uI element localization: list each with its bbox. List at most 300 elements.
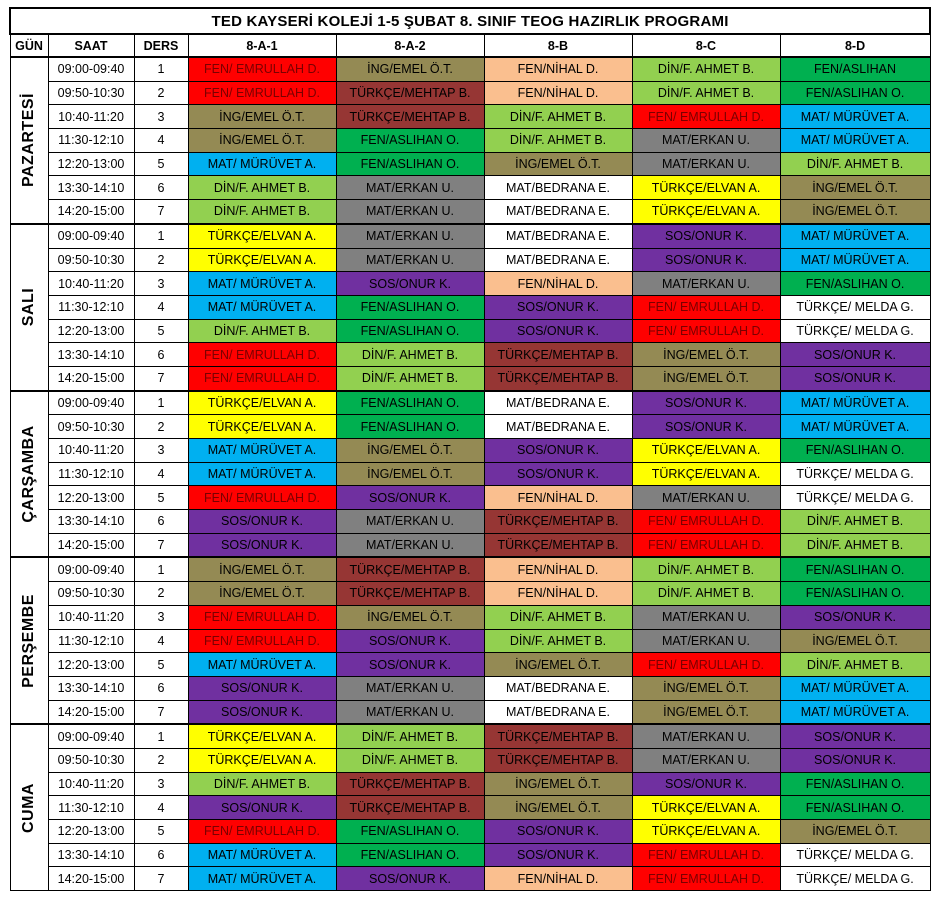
header-gun: GÜN bbox=[10, 34, 48, 57]
time-cell: 12:20-13:00 bbox=[48, 319, 134, 343]
lesson-cell: MAT/BEDRANA E. bbox=[484, 700, 632, 724]
lesson-cell: TÜRKÇE/MEHTAP B. bbox=[484, 533, 632, 557]
lesson-cell: FEN/ASLIHAN O. bbox=[780, 582, 930, 606]
lesson-cell: FEN/ASLIHAN O. bbox=[336, 415, 484, 439]
lesson-cell: MAT/ MÜRÜVET A. bbox=[188, 867, 336, 891]
lesson-cell: FEN/ASLIHAN O. bbox=[336, 295, 484, 319]
lesson-cell: TÜRKÇE/MEHTAP B. bbox=[484, 748, 632, 772]
lesson-cell: FEN/ EMRULLAH D. bbox=[632, 510, 780, 534]
lesson-cell: MAT/ERKAN U. bbox=[632, 152, 780, 176]
schedule-table bbox=[9, 7, 931, 891]
day-label: PAZARTESİ bbox=[20, 93, 37, 188]
time-cell: 13:30-14:10 bbox=[48, 510, 134, 534]
table-row bbox=[10, 129, 930, 153]
lesson-cell: DİN/F. AHMET B. bbox=[780, 533, 930, 557]
period-number-cell: 6 bbox=[134, 510, 188, 534]
table-row bbox=[10, 105, 930, 129]
time-cell: 11:30-12:10 bbox=[48, 295, 134, 319]
lesson-cell: TÜRKÇE/ELVAN A. bbox=[632, 796, 780, 820]
lesson-cell: MAT/ MÜRÜVET A. bbox=[780, 105, 930, 129]
lesson-cell: SOS/ONUR K. bbox=[188, 700, 336, 724]
lesson-cell: FEN/NİHAL D. bbox=[484, 867, 632, 891]
table-row bbox=[10, 224, 930, 248]
table-row bbox=[10, 462, 930, 486]
lesson-cell: DİN/F. AHMET B. bbox=[484, 605, 632, 629]
lesson-cell: DİN/F. AHMET B. bbox=[188, 772, 336, 796]
lesson-cell: MAT/BEDRANA E. bbox=[484, 248, 632, 272]
lesson-cell: İNG/EMEL Ö.T. bbox=[632, 700, 780, 724]
period-number-cell: 1 bbox=[134, 57, 188, 81]
lesson-cell: FEN/NİHAL D. bbox=[484, 582, 632, 606]
lesson-cell: SOS/ONUR K. bbox=[336, 629, 484, 653]
lesson-cell: DİN/F. AHMET B. bbox=[780, 653, 930, 677]
time-cell: 10:40-11:20 bbox=[48, 605, 134, 629]
lesson-cell: DİN/F. AHMET B. bbox=[336, 748, 484, 772]
lesson-cell: TÜRKÇE/ MELDA G. bbox=[780, 843, 930, 867]
lesson-cell: FEN/ EMRULLAH D. bbox=[188, 81, 336, 105]
table-row bbox=[10, 748, 930, 772]
lesson-cell: SOS/ONUR K. bbox=[484, 295, 632, 319]
lesson-cell: İNG/EMEL Ö.T. bbox=[632, 366, 780, 390]
day-label: ÇARŞAMBA bbox=[20, 425, 37, 523]
lesson-cell: FEN/ EMRULLAH D. bbox=[188, 57, 336, 81]
lesson-cell: FEN/ EMRULLAH D. bbox=[632, 295, 780, 319]
table-row bbox=[10, 582, 930, 606]
lesson-cell: DİN/F. AHMET B. bbox=[336, 343, 484, 367]
lesson-cell: TÜRKÇE/MEHTAP B. bbox=[484, 366, 632, 390]
lesson-cell: MAT/ MÜRÜVET A. bbox=[780, 415, 930, 439]
period-number-cell: 7 bbox=[134, 700, 188, 724]
lesson-cell: MAT/ MÜRÜVET A. bbox=[188, 462, 336, 486]
period-number-cell: 3 bbox=[134, 605, 188, 629]
table-row bbox=[10, 796, 930, 820]
time-cell: 10:40-11:20 bbox=[48, 272, 134, 296]
lesson-cell: SOS/ONUR K. bbox=[484, 462, 632, 486]
lesson-cell: SOS/ONUR K. bbox=[484, 843, 632, 867]
time-cell: 10:40-11:20 bbox=[48, 439, 134, 463]
lesson-cell: DİN/F. AHMET B. bbox=[780, 152, 930, 176]
day-cell bbox=[10, 391, 48, 558]
period-number-cell: 5 bbox=[134, 653, 188, 677]
lesson-cell: FEN/ASLIHAN O. bbox=[336, 391, 484, 415]
table-row bbox=[10, 391, 930, 415]
lesson-cell: İNG/EMEL Ö.T. bbox=[188, 129, 336, 153]
time-cell: 12:20-13:00 bbox=[48, 152, 134, 176]
lesson-cell: SOS/ONUR K. bbox=[336, 867, 484, 891]
table-row bbox=[10, 676, 930, 700]
lesson-cell: İNG/EMEL Ö.T. bbox=[188, 557, 336, 581]
lesson-cell: DİN/F. AHMET B. bbox=[336, 724, 484, 748]
period-number-cell: 4 bbox=[134, 295, 188, 319]
period-number-cell: 6 bbox=[134, 676, 188, 700]
period-number-cell: 2 bbox=[134, 248, 188, 272]
table-row bbox=[10, 724, 930, 748]
lesson-cell: MAT/ERKAN U. bbox=[336, 176, 484, 200]
table-row bbox=[10, 415, 930, 439]
period-number-cell: 1 bbox=[134, 391, 188, 415]
lesson-cell: TÜRKÇE/ELVAN A. bbox=[188, 391, 336, 415]
lesson-cell: İNG/EMEL Ö.T. bbox=[780, 629, 930, 653]
lesson-cell: MAT/ MÜRÜVET A. bbox=[780, 700, 930, 724]
lesson-cell: TÜRKÇE/ELVAN A. bbox=[632, 820, 780, 844]
time-cell: 13:30-14:10 bbox=[48, 343, 134, 367]
lesson-cell: TÜRKÇE/ELVAN A. bbox=[632, 439, 780, 463]
lesson-cell: SOS/ONUR K. bbox=[336, 486, 484, 510]
period-number-cell: 7 bbox=[134, 366, 188, 390]
period-number-cell: 3 bbox=[134, 272, 188, 296]
lesson-cell: DİN/F. AHMET B. bbox=[632, 81, 780, 105]
lesson-cell: İNG/EMEL Ö.T. bbox=[780, 820, 930, 844]
period-number-cell: 7 bbox=[134, 867, 188, 891]
lesson-cell: FEN/NİHAL D. bbox=[484, 57, 632, 81]
lesson-cell: FEN/ASLIHAN O. bbox=[336, 843, 484, 867]
lesson-cell: MAT/ MÜRÜVET A. bbox=[188, 272, 336, 296]
time-cell: 12:20-13:00 bbox=[48, 653, 134, 677]
lesson-cell: İNG/EMEL Ö.T. bbox=[780, 176, 930, 200]
time-cell: 09:50-10:30 bbox=[48, 415, 134, 439]
header-class-8c: 8-C bbox=[632, 34, 780, 57]
lesson-cell: MAT/ MÜRÜVET A. bbox=[188, 152, 336, 176]
lesson-cell: SOS/ONUR K. bbox=[188, 796, 336, 820]
lesson-cell: FEN/ASLIHAN O. bbox=[780, 557, 930, 581]
table-row bbox=[10, 272, 930, 296]
table-row bbox=[10, 843, 930, 867]
time-cell: 13:30-14:10 bbox=[48, 843, 134, 867]
lesson-cell: FEN/ASLIHAN O. bbox=[336, 319, 484, 343]
period-number-cell: 4 bbox=[134, 629, 188, 653]
period-number-cell: 4 bbox=[134, 462, 188, 486]
lesson-cell: TÜRKÇE/MEHTAP B. bbox=[484, 510, 632, 534]
lesson-cell: TÜRKÇE/ELVAN A. bbox=[188, 248, 336, 272]
time-cell: 09:50-10:30 bbox=[48, 582, 134, 606]
lesson-cell: FEN/ASLIHAN O. bbox=[780, 796, 930, 820]
time-cell: 09:00-09:40 bbox=[48, 391, 134, 415]
lesson-cell: FEN/ EMRULLAH D. bbox=[632, 105, 780, 129]
lesson-cell: MAT/ MÜRÜVET A. bbox=[188, 653, 336, 677]
time-cell: 14:20-15:00 bbox=[48, 867, 134, 891]
time-cell: 14:20-15:00 bbox=[48, 700, 134, 724]
period-number-cell: 5 bbox=[134, 486, 188, 510]
lesson-cell: MAT/ERKAN U. bbox=[632, 724, 780, 748]
lesson-cell: TÜRKÇE/MEHTAP B. bbox=[336, 582, 484, 606]
lesson-cell: MAT/BEDRANA E. bbox=[484, 415, 632, 439]
lesson-cell: MAT/ERKAN U. bbox=[632, 748, 780, 772]
lesson-cell: İNG/EMEL Ö.T. bbox=[336, 462, 484, 486]
lesson-cell: SOS/ONUR K. bbox=[484, 820, 632, 844]
period-number-cell: 1 bbox=[134, 224, 188, 248]
lesson-cell: SOS/ONUR K. bbox=[632, 248, 780, 272]
period-number-cell: 5 bbox=[134, 152, 188, 176]
lesson-cell: DİN/F. AHMET B. bbox=[484, 129, 632, 153]
lesson-cell: DİN/F. AHMET B. bbox=[188, 176, 336, 200]
lesson-cell: DİN/F. AHMET B. bbox=[632, 582, 780, 606]
schedule-sheet bbox=[9, 7, 929, 905]
time-cell: 12:20-13:00 bbox=[48, 486, 134, 510]
period-number-cell: 6 bbox=[134, 176, 188, 200]
table-row bbox=[10, 295, 930, 319]
lesson-cell: TÜRKÇE/ MELDA G. bbox=[780, 295, 930, 319]
lesson-cell: DİN/F. AHMET B. bbox=[188, 200, 336, 224]
table-row bbox=[10, 629, 930, 653]
period-number-cell: 3 bbox=[134, 772, 188, 796]
table-row bbox=[10, 867, 930, 891]
lesson-cell: FEN/ EMRULLAH D. bbox=[188, 605, 336, 629]
lesson-cell: TÜRKÇE/MEHTAP B. bbox=[336, 81, 484, 105]
lesson-cell: MAT/BEDRANA E. bbox=[484, 391, 632, 415]
lesson-cell: İNG/EMEL Ö.T. bbox=[780, 200, 930, 224]
lesson-cell: TÜRKÇE/ELVAN A. bbox=[188, 748, 336, 772]
lesson-cell: TÜRKÇE/ELVAN A. bbox=[188, 415, 336, 439]
lesson-cell: TÜRKÇE/ MELDA G. bbox=[780, 486, 930, 510]
day-cell bbox=[10, 724, 48, 890]
time-cell: 11:30-12:10 bbox=[48, 129, 134, 153]
time-cell: 09:00-09:40 bbox=[48, 57, 134, 81]
lesson-cell: MAT/ERKAN U. bbox=[336, 700, 484, 724]
table-row bbox=[10, 533, 930, 557]
lesson-cell: MAT/ERKAN U. bbox=[632, 272, 780, 296]
lesson-cell: FEN/ EMRULLAH D. bbox=[188, 486, 336, 510]
lesson-cell: MAT/BEDRANA E. bbox=[484, 176, 632, 200]
lesson-cell: FEN/ EMRULLAH D. bbox=[188, 366, 336, 390]
period-number-cell: 6 bbox=[134, 343, 188, 367]
lesson-cell: SOS/ONUR K. bbox=[188, 533, 336, 557]
table-row bbox=[10, 557, 930, 581]
day-label: PERŞEMBE bbox=[20, 593, 37, 688]
lesson-cell: SOS/ONUR K. bbox=[780, 366, 930, 390]
lesson-cell: MAT/ MÜRÜVET A. bbox=[188, 295, 336, 319]
lesson-cell: FEN/ EMRULLAH D. bbox=[632, 867, 780, 891]
lesson-cell: SOS/ONUR K. bbox=[336, 653, 484, 677]
lesson-cell: TÜRKÇE/ELVAN A. bbox=[188, 224, 336, 248]
lesson-cell: FEN/ EMRULLAH D. bbox=[188, 629, 336, 653]
lesson-cell: MAT/ERKAN U. bbox=[336, 676, 484, 700]
lesson-cell: TÜRKÇE/MEHTAP B. bbox=[484, 343, 632, 367]
header-class-8d: 8-D bbox=[780, 34, 930, 57]
lesson-cell: MAT/ERKAN U. bbox=[336, 510, 484, 534]
lesson-cell: SOS/ONUR K. bbox=[336, 272, 484, 296]
period-number-cell: 2 bbox=[134, 582, 188, 606]
lesson-cell: MAT/ERKAN U. bbox=[336, 248, 484, 272]
period-number-cell: 5 bbox=[134, 319, 188, 343]
lesson-cell: MAT/ MÜRÜVET A. bbox=[780, 391, 930, 415]
lesson-cell: SOS/ONUR K. bbox=[632, 391, 780, 415]
table-row bbox=[10, 439, 930, 463]
day-cell bbox=[10, 57, 48, 224]
table-row bbox=[10, 343, 930, 367]
lesson-cell: MAT/ERKAN U. bbox=[336, 224, 484, 248]
lesson-cell: MAT/ MÜRÜVET A. bbox=[188, 843, 336, 867]
table-row bbox=[10, 319, 930, 343]
time-cell: 10:40-11:20 bbox=[48, 105, 134, 129]
period-number-cell: 4 bbox=[134, 796, 188, 820]
lesson-cell: MAT/ERKAN U. bbox=[632, 486, 780, 510]
lesson-cell: TÜRKÇE/MEHTAP B. bbox=[336, 772, 484, 796]
period-number-cell: 2 bbox=[134, 748, 188, 772]
lesson-cell: DİN/F. AHMET B. bbox=[632, 57, 780, 81]
day-cell bbox=[10, 224, 48, 391]
lesson-cell: FEN/ EMRULLAH D. bbox=[188, 343, 336, 367]
period-number-cell: 7 bbox=[134, 533, 188, 557]
period-number-cell: 1 bbox=[134, 724, 188, 748]
time-cell: 14:20-15:00 bbox=[48, 366, 134, 390]
time-cell: 09:00-09:40 bbox=[48, 557, 134, 581]
lesson-cell: SOS/ONUR K. bbox=[632, 415, 780, 439]
time-cell: 13:30-14:10 bbox=[48, 676, 134, 700]
time-cell: 09:00-09:40 bbox=[48, 724, 134, 748]
time-cell: 13:30-14:10 bbox=[48, 176, 134, 200]
lesson-cell: MAT/ MÜRÜVET A. bbox=[780, 676, 930, 700]
lesson-cell: SOS/ONUR K. bbox=[484, 319, 632, 343]
lesson-cell: SOS/ONUR K. bbox=[484, 439, 632, 463]
period-number-cell: 3 bbox=[134, 105, 188, 129]
lesson-cell: TÜRKÇE/ELVAN A. bbox=[632, 176, 780, 200]
header-saat: SAAT bbox=[48, 34, 134, 57]
lesson-cell: FEN/ASLIHAN O. bbox=[780, 439, 930, 463]
lesson-cell: İNG/EMEL Ö.T. bbox=[188, 582, 336, 606]
lesson-cell: MAT/BEDRANA E. bbox=[484, 200, 632, 224]
lesson-cell: İNG/EMEL Ö.T. bbox=[336, 439, 484, 463]
time-cell: 09:50-10:30 bbox=[48, 748, 134, 772]
lesson-cell: FEN/NİHAL D. bbox=[484, 486, 632, 510]
lesson-cell: MAT/ERKAN U. bbox=[336, 533, 484, 557]
time-cell: 11:30-12:10 bbox=[48, 796, 134, 820]
lesson-cell: TÜRKÇE/ MELDA G. bbox=[780, 319, 930, 343]
table-row bbox=[10, 605, 930, 629]
header-ders: DERS bbox=[134, 34, 188, 57]
period-number-cell: 4 bbox=[134, 129, 188, 153]
table-row bbox=[10, 486, 930, 510]
period-number-cell: 7 bbox=[134, 200, 188, 224]
lesson-cell: TÜRKÇE/ELVAN A. bbox=[632, 200, 780, 224]
table-row bbox=[10, 653, 930, 677]
lesson-cell: FEN/ EMRULLAH D. bbox=[188, 820, 336, 844]
table-row bbox=[10, 152, 930, 176]
lesson-cell: MAT/ERKAN U. bbox=[336, 200, 484, 224]
period-number-cell: 3 bbox=[134, 439, 188, 463]
table-row bbox=[10, 772, 930, 796]
lesson-cell: FEN/ EMRULLAH D. bbox=[632, 319, 780, 343]
lesson-cell: SOS/ONUR K. bbox=[632, 224, 780, 248]
lesson-cell: TÜRKÇE/ELVAN A. bbox=[632, 462, 780, 486]
header-class-8b: 8-B bbox=[484, 34, 632, 57]
period-number-cell: 2 bbox=[134, 415, 188, 439]
lesson-cell: İNG/EMEL Ö.T. bbox=[484, 772, 632, 796]
time-cell: 10:40-11:20 bbox=[48, 772, 134, 796]
day-label: SALI bbox=[20, 287, 37, 327]
lesson-cell: FEN/ASLIHAN O. bbox=[780, 81, 930, 105]
period-number-cell: 2 bbox=[134, 81, 188, 105]
period-number-cell: 1 bbox=[134, 557, 188, 581]
lesson-cell: TÜRKÇE/MEHTAP B. bbox=[484, 724, 632, 748]
time-cell: 09:50-10:30 bbox=[48, 81, 134, 105]
lesson-cell: FEN/ EMRULLAH D. bbox=[632, 533, 780, 557]
lesson-cell: SOS/ONUR K. bbox=[188, 676, 336, 700]
lesson-cell: DİN/F. AHMET B. bbox=[336, 366, 484, 390]
lesson-cell: DİN/F. AHMET B. bbox=[780, 510, 930, 534]
lesson-cell: TÜRKÇE/MEHTAP B. bbox=[336, 105, 484, 129]
table-row bbox=[10, 200, 930, 224]
period-number-cell: 6 bbox=[134, 843, 188, 867]
lesson-cell: MAT/ERKAN U. bbox=[632, 129, 780, 153]
lesson-cell: TÜRKÇE/ MELDA G. bbox=[780, 462, 930, 486]
day-cell bbox=[10, 557, 48, 724]
lesson-cell: TÜRKÇE/MEHTAP B. bbox=[336, 557, 484, 581]
lesson-cell: SOS/ONUR K. bbox=[188, 510, 336, 534]
lesson-cell: MAT/BEDRANA E. bbox=[484, 224, 632, 248]
lesson-cell: MAT/ MÜRÜVET A. bbox=[780, 129, 930, 153]
lesson-cell: İNG/EMEL Ö.T. bbox=[188, 105, 336, 129]
lesson-cell: İNG/EMEL Ö.T. bbox=[632, 343, 780, 367]
time-cell: 14:20-15:00 bbox=[48, 200, 134, 224]
time-cell: 12:20-13:00 bbox=[48, 820, 134, 844]
lesson-cell: SOS/ONUR K. bbox=[632, 772, 780, 796]
table-row bbox=[10, 57, 930, 81]
schedule-title: TED KAYSERİ KOLEJİ 1-5 ŞUBAT 8. SINIF TEOG HAZIRLIK PROGRAMI bbox=[10, 8, 930, 34]
lesson-cell: SOS/ONUR K. bbox=[780, 748, 930, 772]
lesson-cell: MAT/ MÜRÜVET A. bbox=[780, 224, 930, 248]
period-number-cell: 5 bbox=[134, 820, 188, 844]
table-row bbox=[10, 510, 930, 534]
lesson-cell: FEN/ASLIHAN O. bbox=[336, 152, 484, 176]
lesson-cell: DİN/F. AHMET B. bbox=[188, 319, 336, 343]
lesson-cell: FEN/ASLIHAN O. bbox=[780, 272, 930, 296]
header-row bbox=[10, 34, 930, 57]
lesson-cell: İNG/EMEL Ö.T. bbox=[336, 57, 484, 81]
lesson-cell: SOS/ONUR K. bbox=[780, 605, 930, 629]
lesson-cell: FEN/ASLIHAN O. bbox=[336, 820, 484, 844]
lesson-cell: FEN/NİHAL D. bbox=[484, 81, 632, 105]
time-cell: 11:30-12:10 bbox=[48, 629, 134, 653]
table-row bbox=[10, 366, 930, 390]
time-cell: 09:50-10:30 bbox=[48, 248, 134, 272]
lesson-cell: FEN/ EMRULLAH D. bbox=[632, 653, 780, 677]
table-row bbox=[10, 176, 930, 200]
lesson-cell: FEN/NİHAL D. bbox=[484, 272, 632, 296]
lesson-cell: TÜRKÇE/ MELDA G. bbox=[780, 867, 930, 891]
lesson-cell: FEN/NİHAL D. bbox=[484, 557, 632, 581]
lesson-cell: TÜRKÇE/ELVAN A. bbox=[188, 724, 336, 748]
lesson-cell: MAT/ERKAN U. bbox=[632, 629, 780, 653]
schedule-body bbox=[10, 57, 930, 891]
table-row bbox=[10, 700, 930, 724]
time-cell: 09:00-09:40 bbox=[48, 224, 134, 248]
table-row bbox=[10, 248, 930, 272]
time-cell: 11:30-12:10 bbox=[48, 462, 134, 486]
lesson-cell: İNG/EMEL Ö.T. bbox=[484, 653, 632, 677]
table-row bbox=[10, 820, 930, 844]
lesson-cell: DİN/F. AHMET B. bbox=[632, 557, 780, 581]
lesson-cell: SOS/ONUR K. bbox=[780, 343, 930, 367]
lesson-cell: MAT/ MÜRÜVET A. bbox=[188, 439, 336, 463]
lesson-cell: İNG/EMEL Ö.T. bbox=[484, 796, 632, 820]
lesson-cell: TÜRKÇE/MEHTAP B. bbox=[336, 796, 484, 820]
time-cell: 14:20-15:00 bbox=[48, 533, 134, 557]
lesson-cell: FEN/ASLIHAN bbox=[780, 57, 930, 81]
lesson-cell: MAT/ERKAN U. bbox=[632, 605, 780, 629]
lesson-cell: FEN/ EMRULLAH D. bbox=[632, 843, 780, 867]
lesson-cell: MAT/BEDRANA E. bbox=[484, 676, 632, 700]
day-label: CUMA bbox=[20, 782, 37, 833]
lesson-cell: İNG/EMEL Ö.T. bbox=[632, 676, 780, 700]
header-class-8a1: 8-A-1 bbox=[188, 34, 336, 57]
lesson-cell: MAT/ MÜRÜVET A. bbox=[780, 248, 930, 272]
lesson-cell: FEN/ASLIHAN O. bbox=[780, 772, 930, 796]
lesson-cell: FEN/ASLIHAN O. bbox=[336, 129, 484, 153]
lesson-cell: DİN/F. AHMET B. bbox=[484, 105, 632, 129]
lesson-cell: DİN/F. AHMET B. bbox=[484, 629, 632, 653]
lesson-cell: SOS/ONUR K. bbox=[780, 724, 930, 748]
lesson-cell: İNG/EMEL Ö.T. bbox=[336, 605, 484, 629]
